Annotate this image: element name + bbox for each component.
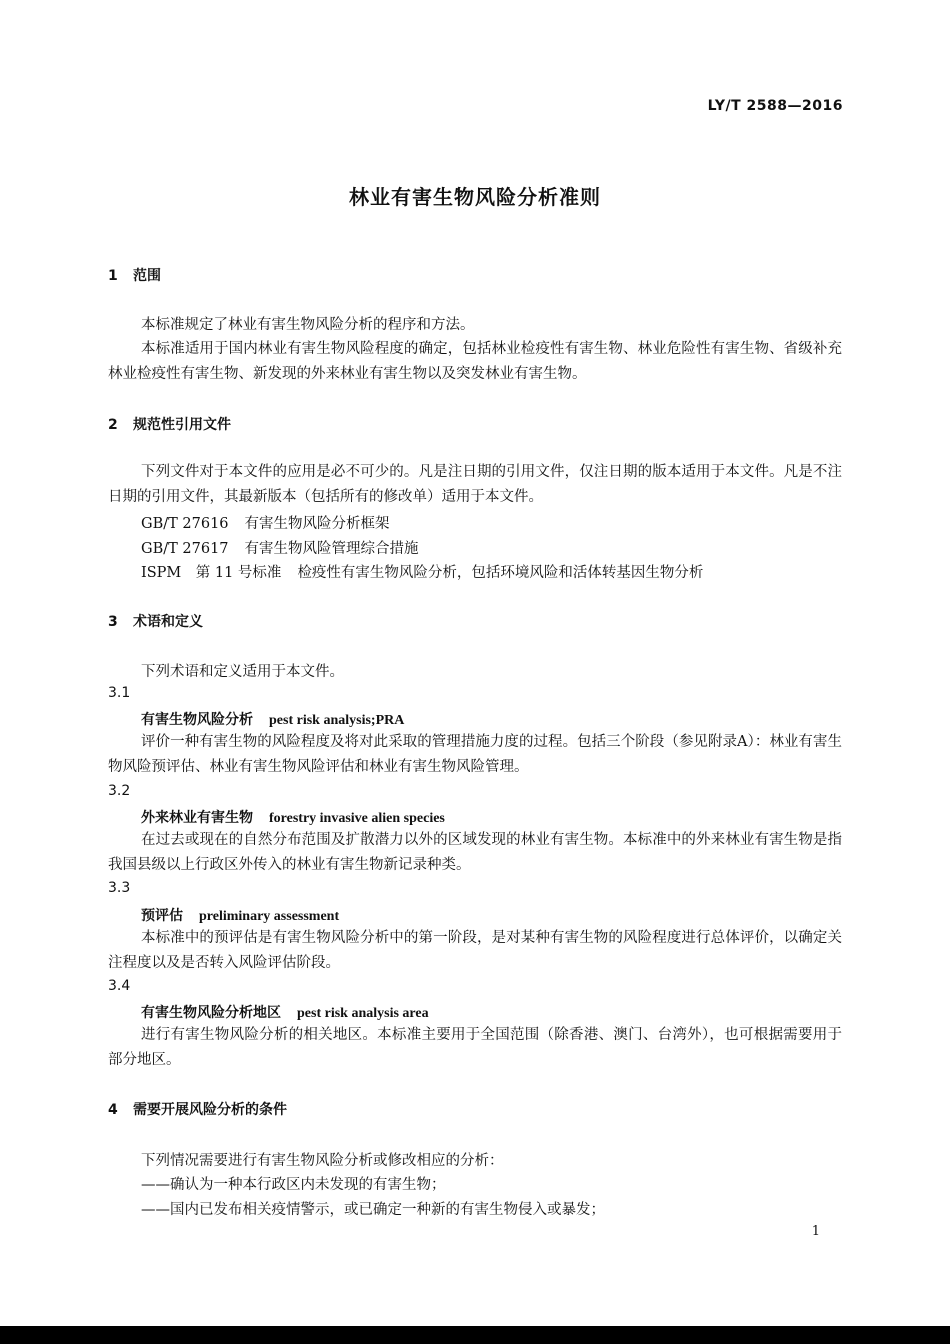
term-english: forestry invasive alien species — [269, 811, 445, 826]
section-title: 需要开展风险分析的条件 — [133, 1102, 287, 1118]
section-2-paragraph-1: 下列文件对于本文件的应用是必不可少的。凡是注日期的引用文件，仅注日期的版本适用于本文件。凡是不注日期的引用文件，其最新版本（包括所有的修改单）适用于本文件。 — [108, 464, 842, 505]
list-item: ——确认为一种本行政区内未发现的有害生物； — [141, 1177, 446, 1193]
section-number: 1 — [108, 268, 118, 284]
section-title: 范围 — [133, 268, 161, 284]
term-chinese: 预评估 — [141, 908, 183, 924]
section-number: 3 — [108, 614, 118, 630]
term-number: 3.1 — [108, 685, 131, 701]
term-number: 3.3 — [108, 880, 131, 896]
reference-code: ISPM 第 11 号标准 — [141, 565, 282, 581]
term-heading — [141, 905, 339, 925]
section-1-paragraph-2: 本标准适用于国内林业有害生物风险程度的确定，包括林业检疫性有害生物、林业危险性有害生物、省级补充林业检疫性有害生物、新发现的外来林业有害生物以及突发林业有害生物。 — [108, 341, 842, 382]
document-title: 林业有害生物风险分析准则 — [349, 185, 601, 209]
term-definition: 在过去或现在的自然分布范围及扩散潜力以外的区域发现的林业有害生物。本标准中的外来林业有害生物是指我国县级以上行政区外传入的林业有害生物新记录种类。 — [108, 832, 842, 873]
term-english: preliminary assessment — [199, 909, 340, 924]
section-2-heading — [108, 414, 231, 434]
reference-title: 有害生物风险分析框架 — [244, 516, 390, 532]
term-heading — [141, 1002, 429, 1022]
term-chinese: 有害生物风险分析 — [141, 712, 253, 728]
list-item: ——国内已发布相关疫情警示，或已确定一种新的有害生物侵入或暴发； — [141, 1202, 605, 1218]
section-title: 术语和定义 — [133, 614, 203, 630]
term-english: pest risk analysis;PRA — [269, 713, 405, 728]
term-chinese: 外来林业有害生物 — [141, 810, 253, 826]
reference-code: GB/T 27617 — [141, 541, 229, 557]
reference-title: 有害生物风险管理综合措施 — [244, 541, 419, 557]
reference-item — [141, 537, 419, 558]
term-definition: 本标准中的预评估是有害生物风险分析中的第一阶段，是对某种有害生物的风险程度进行总体评价，以确定关注程度以及是否转入风险评估阶段。 — [108, 930, 842, 971]
section-1-paragraph-1: 本标准规定了林业有害生物风险分析的程序和方法。 — [141, 317, 475, 333]
section-number: 2 — [108, 417, 118, 433]
section-title: 规范性引用文件 — [133, 417, 231, 433]
section-4-intro: 下列情况需要进行有害生物风险分析或修改相应的分析： — [141, 1153, 504, 1169]
term-number: 3.2 — [108, 783, 131, 799]
reference-code: GB/T 27616 — [141, 516, 229, 532]
section-4-heading — [108, 1099, 287, 1119]
term-number: 3.4 — [108, 978, 131, 994]
term-heading — [141, 709, 404, 729]
term-heading — [141, 807, 445, 827]
term-definition: 进行有害生物风险分析的相关地区。本标准主要用于全国范围（除香港、澳门、台湾外），也可根据需要用于部分地区。 — [108, 1027, 842, 1068]
reference-item — [141, 561, 703, 582]
reference-item — [141, 512, 390, 533]
standard-code: LY/T 2588—2016 — [707, 98, 843, 114]
section-3-heading — [108, 611, 203, 631]
page-number: 1 — [811, 1224, 820, 1239]
reference-title: 检疫性有害生物风险分析，包括环境风险和活体转基因生物分析 — [297, 565, 704, 581]
bottom-border — [0, 1326, 950, 1344]
section-1-heading — [108, 265, 161, 285]
term-chinese: 有害生物风险分析地区 — [141, 1005, 281, 1021]
section-number: 4 — [108, 1102, 118, 1118]
term-english: pest risk analysis area — [297, 1006, 429, 1021]
term-definition: 评价一种有害生物的风险程度及将对此采取的管理措施力度的过程。包括三个阶段（参见附录A）：林业有害生物风险预评估、林业有害生物风险评估和林业有害生物风险管理。 — [108, 734, 842, 775]
section-3-intro: 下列术语和定义适用于本文件。 — [141, 664, 344, 680]
